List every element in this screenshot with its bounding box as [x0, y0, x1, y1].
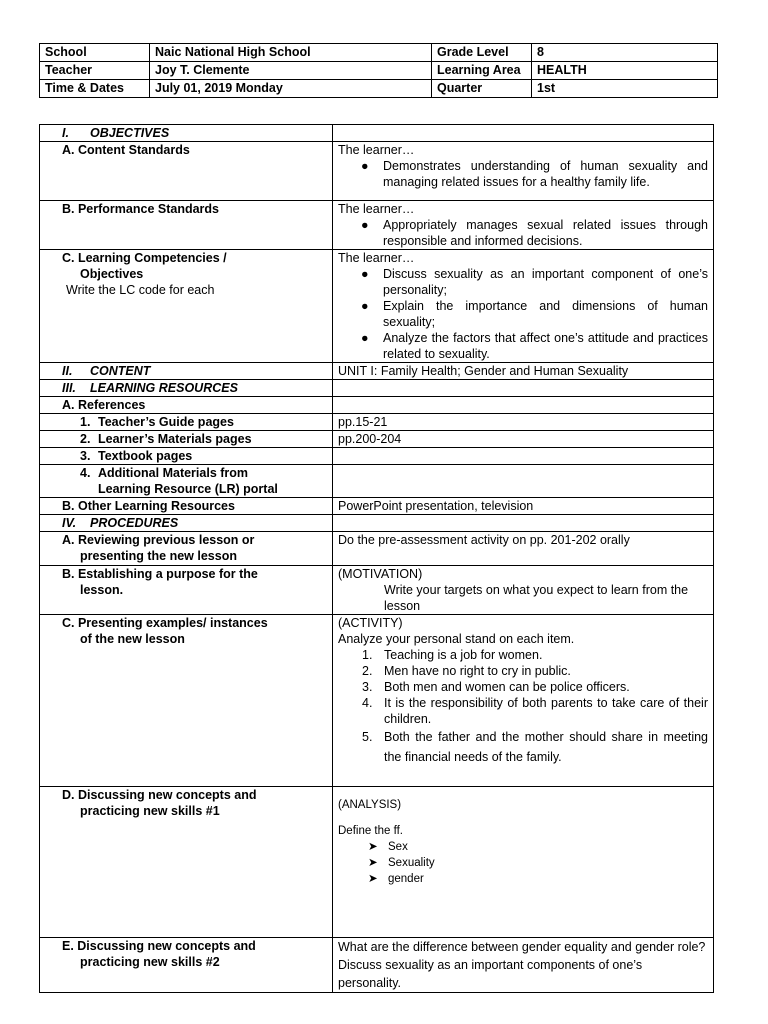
procedure-a-value: Do the pre-assessment activity on pp. 201-202 orally — [333, 532, 714, 566]
additional-materials-label: Additional Materials from Learning Resource (LR) portal — [98, 466, 278, 496]
bullet-icon: ● — [361, 267, 369, 281]
area-value: HEALTH — [532, 62, 718, 80]
grade-label: Grade Level — [432, 44, 532, 62]
other-resources-value: PowerPoint presentation, television — [333, 498, 714, 515]
header-row-teacher — [40, 62, 718, 80]
content-value: UNIT I: Family Health; Gender and Human Sexuality — [333, 363, 714, 380]
learners-materials-label: Learner’s Materials pages — [98, 432, 252, 446]
teachers-guide-label: Teacher’s Guide pages — [98, 415, 234, 429]
content-standards-intro: The learner… — [338, 143, 415, 157]
section-title: LEARNING RESOURCES — [90, 381, 238, 395]
content-standards-label: A. Content Standards — [40, 142, 333, 201]
references-label: A. References — [40, 397, 333, 414]
list-item: 2. Men have no right to cry in public. — [362, 664, 571, 678]
performance-standards-intro: The learner… — [338, 202, 415, 216]
section-title: CONTENT — [90, 364, 151, 378]
school-label: School — [40, 44, 150, 62]
bullet-icon: ● — [361, 299, 369, 313]
row-procedure-b: B. Establishing a purpose for the lesson. (MOTIVATION) Write your targets on what you expect to learn from the lesson — [40, 566, 714, 615]
time-label: Time & Dates — [40, 80, 150, 98]
quarter-value: 1st — [532, 80, 718, 98]
list-item: ➤ Sexuality — [368, 857, 435, 869]
procedure-a-label: A. Reviewing previous lesson or — [62, 533, 255, 547]
row-references — [40, 397, 714, 414]
motivation-text: Write your targets on what you expect to learn from the lesson — [384, 583, 689, 613]
analysis-tag: (ANALYSIS) — [338, 799, 402, 811]
teacher-label: Teacher — [40, 62, 150, 80]
row-teachers-guide: 1. Teacher’s Guide pages pp.15-21 — [40, 414, 714, 431]
list-item: 4. It is the responsibility of both parents to take care of their children. — [362, 696, 708, 726]
list-item: ● Appropriately manages sexual related issues through responsible and informed decisions. — [361, 218, 708, 248]
section-number: I. — [62, 126, 69, 140]
bullet-icon: ● — [361, 331, 369, 345]
learners-materials-value: pp.200-204 — [333, 431, 714, 448]
row-textbook: 3. Textbook pages — [40, 448, 714, 465]
list-item: ● Discuss sexuality as an important component of one’s personality; — [361, 267, 708, 297]
row-additional-materials: 4. Additional Materials from Learning Resource (LR) portal — [40, 465, 714, 498]
row-procedure-e: E. Discussing new concepts and practicing new skills #2 What are the difference between gender equality and gender role? Discuss sexuality as an important components of one’s personality. — [40, 938, 714, 993]
section-title: OBJECTIVES — [90, 126, 170, 140]
list-item: ● Explain the importance and dimensions of human sexuality; — [361, 299, 708, 329]
performance-standards-label: B. Performance Standards — [40, 201, 333, 250]
bullet-icon: ● — [361, 218, 369, 232]
motivation-tag: (MOTIVATION) — [338, 567, 423, 581]
arrow-bullet-icon: ➤ — [368, 841, 378, 853]
analysis-intro: Define the ff. — [338, 825, 403, 837]
section-number: II. — [62, 364, 73, 378]
arrow-bullet-icon: ➤ — [368, 873, 378, 885]
header-row-time — [40, 80, 718, 98]
date-value: July 01, 2019 Monday — [150, 80, 432, 98]
header-row-school — [40, 44, 718, 62]
section-procedures — [40, 515, 714, 532]
procedure-c-label: C. Presenting examples/ instances — [62, 616, 268, 630]
procedure-e-line-1: What are the difference between gender equality and gender role? — [338, 940, 706, 954]
learning-competencies-intro: The learner… — [338, 251, 415, 265]
list-item: ➤ Sex — [368, 841, 408, 853]
row-procedure-d: D. Discussing new concepts and practicing new skills #1 (ANALYSIS) Define the ff. ➤ Sex ➤ Sexuality ➤ gender — [40, 787, 714, 938]
header-table — [39, 43, 718, 98]
row-other-resources — [40, 498, 714, 515]
list-item: ● Analyze the factors that affect one’s attitude and practices related to sexuality. — [361, 331, 708, 361]
quarter-label: Quarter — [432, 80, 532, 98]
row-content-standards — [40, 142, 714, 201]
learning-competencies-label: C. Learning Competencies / — [62, 251, 227, 265]
row-learning-competencies — [40, 250, 714, 363]
textbook-label: Textbook pages — [98, 449, 193, 463]
section-number: III. — [62, 381, 76, 395]
lc-code-note: Write the LC code for each — [66, 283, 215, 297]
learning-competencies-label-2: Objectives — [80, 267, 144, 281]
list-item: 1. Teaching is a job for women. — [362, 648, 543, 662]
list-item: 5. Both the father and the mother should share in meeting the financial needs of the family. — [362, 730, 708, 764]
lesson-plan-table — [39, 124, 714, 993]
procedure-e-label: E. Discussing new concepts and — [62, 939, 256, 953]
grade-value: 8 — [532, 44, 718, 62]
section-objectives — [40, 125, 714, 142]
list-item: ● Demonstrates understanding of human sexuality and managing related issues for a healthy family life. — [361, 159, 708, 189]
row-performance-standards — [40, 201, 714, 250]
area-label: Learning Area — [432, 62, 532, 80]
section-title: PROCEDURES — [90, 516, 179, 530]
teacher-value: Joy T. Clemente — [150, 62, 432, 80]
row-procedure-a: A. Reviewing previous lesson or presenting the new lesson Do the pre-assessment activity on pp. 201-202 orally — [40, 532, 714, 566]
row-procedure-c: C. Presenting examples/ instances of the new lesson (ACTIVITY) Analyze your personal stand on each item. 1. Teaching is a job for women. 2. Men have no right to cry in public. 3. Both men and women can be police officers. 4. It is the responsibility of both parents to take care of their children. 5. Both the father and the mother should share in meeting the financial needs of the family. — [40, 615, 714, 787]
school-value: Naic National High School — [150, 44, 432, 62]
bullet-icon: ● — [361, 159, 369, 173]
procedure-e-line-2: Discuss sexuality as an important components of one’s personality. — [338, 958, 643, 990]
section-number: IV. — [62, 516, 77, 530]
list-item: 3. Both men and women can be police officers. — [362, 680, 630, 694]
row-learners-materials: 2. Learner’s Materials pages pp.200-204 — [40, 431, 714, 448]
procedure-b-label: B. Establishing a purpose for the — [62, 567, 258, 581]
section-learning-resources — [40, 380, 714, 397]
other-resources-label: B. Other Learning Resources — [40, 498, 333, 515]
arrow-bullet-icon: ➤ — [368, 857, 378, 869]
list-item: ➤ gender — [368, 873, 424, 885]
section-content — [40, 363, 714, 380]
activity-intro: Analyze your personal stand on each item. — [338, 632, 575, 646]
teachers-guide-value: pp.15-21 — [333, 414, 714, 431]
activity-tag: (ACTIVITY) — [338, 616, 403, 630]
procedure-d-label: D. Discussing new concepts and — [62, 788, 257, 802]
